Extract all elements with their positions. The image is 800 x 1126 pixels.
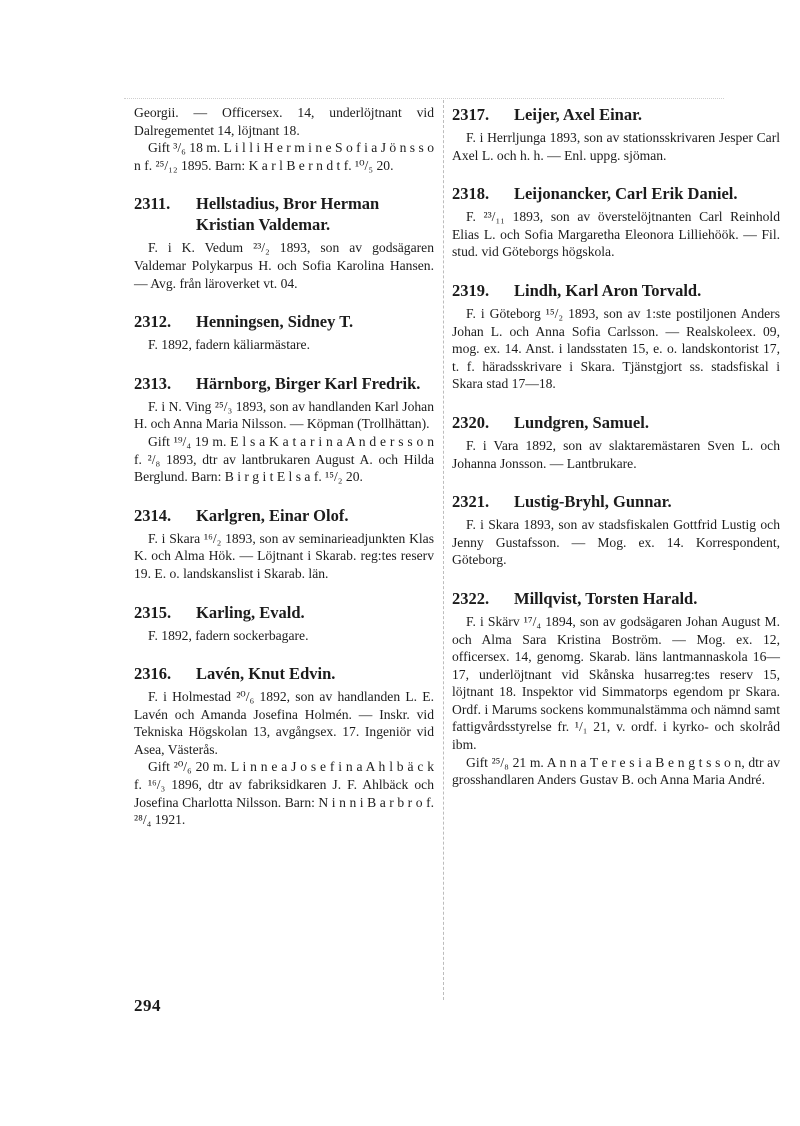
entry-number: 2322. [452, 588, 490, 608]
entry-name: Lundgren, Samuel. [514, 412, 649, 432]
entry-heading [134, 373, 434, 394]
entry-number: 2319. [452, 280, 490, 300]
register-entry [452, 588, 780, 789]
entry-paragraph: Gift ³/₆ 18 m. L i l l i H e r m i n e S o f i a J ö n s s o n f. ²⁵/₁₂ 1895. Barn: K a r l B e r n d t f. ¹⁰/₅ 20. [134, 140, 434, 173]
entry-heading [134, 193, 434, 235]
entry-heading [452, 491, 780, 512]
entry-name: Lustig-Bryhl, Gunnar. [514, 492, 672, 512]
entry-heading [452, 104, 780, 125]
entry-number: 2318. [452, 184, 490, 204]
entry-paragraph: F. i Göteborg ¹⁵/₂ 1893, son av 1:ste postiljonen Anders Johan L. och Anna Sofia Carlsson. — Realskoleex. 09, mog. ex. 14. Anst. i landsstaten 15, e. o. landskontorist 17, t. f. häradsskrivare i Skara. Tjänstgjort ss. stadsfiskal i Skara stad 17—18. [452, 305, 780, 392]
entry-number: 2315. [134, 602, 172, 622]
register-entry [452, 412, 780, 472]
entry-heading [452, 588, 780, 609]
register-entry [452, 104, 780, 164]
entry-name: Millqvist, Torsten Harald. [514, 588, 698, 608]
entry-paragraph: F. i K. Vedum ²³/₂ 1893, son av godsägaren Valdemar Polykarpus H. och Sofia Karolina Hansen. — Avg. från läroverket vt. 04. [134, 240, 434, 291]
right-column [452, 104, 780, 808]
entry-paragraph: F. i Skara 1893, son av stadsfiskalen Gottfrid Lustig och Jenny Gustafsson. — Mog. ex. 14. Korrespondent, Göteborg. [452, 517, 780, 568]
entry-name: Karling, Evald. [196, 602, 305, 622]
entry-paragraph: Gift ²⁵/₈ 21 m. A n n a T e r e s i a B e n g t s s o n, dtr av grosshandlaren Anders Gustav B. och Anna Maria André. [452, 754, 780, 788]
entry-name: Hellstadius, Bror Herman Kristian Valdemar. [196, 194, 380, 235]
entry-heading [134, 663, 434, 684]
entry-heading [134, 311, 434, 332]
entry-paragraph: F. ²³/₁₁ 1893, son av överstelöjtnanten Carl Reinhold Elias L. och Sofia Margaretha Eleonora Lilliehöök. — Fil. stud. vid Göteborgs högskola. [452, 209, 780, 260]
register-entry [134, 663, 434, 829]
entry-paragraph: F. i Holmestad ²⁰/₆ 1892, son av handlanden L. E. Lavén och Amanda Josefina Holmén. — Inskr. vid Tekniska Högskolan 13, avgångsex. 17. Ingeniör vid Asea, Västerås. [134, 689, 434, 757]
entry-number: 2317. [452, 105, 490, 124]
entry-paragraph: F. i N. Ving ²⁵/₃ 1893, son av handlanden Karl Johan H. och Anna Maria Nilsson. — Köpman (Trollhättan). [134, 398, 434, 432]
entry-heading [134, 602, 434, 623]
entry-heading [452, 280, 780, 301]
entry-name: Leijonancker, Carl Erik Daniel. [514, 184, 738, 204]
entry-number: 2311. [134, 194, 171, 214]
entry-name: Karlgren, Einar Olof. [196, 505, 349, 525]
register-entry [134, 505, 434, 583]
register-entry [452, 491, 780, 569]
entry-name: Lavén, Knut Edvin. [196, 664, 336, 684]
entry-paragraph: Georgii. — Officersex. 14, underlöjtnant vid Dalregementet 14, löjtnant 18. [134, 105, 434, 138]
entry-number: 2312. [134, 312, 172, 332]
register-entry [134, 311, 434, 354]
entry-paragraph: F. i Skara ¹⁶/₂ 1893, son av seminarieadjunkten Klas K. och Alma Hök. — Löjtnant i Skarab. reg:tes reserv 19. E. o. landskanslist i Skarab. län. [134, 530, 434, 581]
entry-heading [134, 505, 434, 526]
continuation-entry [134, 104, 434, 174]
entry-paragraph: F. 1892, fadern sockerbagare. [148, 627, 309, 643]
entry-paragraph: F. i Herrljunga 1893, son av stationsskrivaren Jesper Carl Axel L. och h. h. — Enl. uppg. sjöman. [452, 130, 780, 163]
page-number: 294 [134, 996, 161, 1015]
entry-paragraph: F. i Skärv ¹⁷/₄ 1894, son av godsägaren Johan August M. och Alma Sara Kristina Boström. — Mog. ex. 12, officersex. 14, genomg. Skarab. läns lantmannaskola 16—17, underlöjtnant vid Skånska husarreg:tes reserv 15, löjtnant 18. Inspektor vid Simmatorps egendom pr Skara. Ordf. i Marums sockens kommunalstämma och nämnd samt fattigvårdsstyrelse fr. ¹/₁ 21, v. ordf. i kyrko- och skolråd ibm. [452, 613, 780, 753]
entry-paragraph: F. 1892, fadern käliarmästare. [148, 337, 310, 353]
register-entry [452, 280, 780, 393]
register-entry [134, 373, 434, 486]
entry-name: Henningsen, Sidney T. [196, 312, 354, 332]
entry-number: 2314. [134, 505, 172, 525]
top-rule [124, 98, 724, 99]
register-entry [134, 602, 434, 645]
column-divider [443, 100, 444, 1000]
entry-paragraph: F. i Vara 1892, son av slaktaremästaren Sven L. och Johanna Jonsson. — Lantbrukare. [452, 437, 780, 471]
left-column [134, 104, 434, 848]
entry-name: Härnborg, Birger Karl Fredrik. [196, 373, 421, 393]
entry-number: 2320. [452, 412, 490, 432]
entry-heading [452, 183, 780, 204]
entry-paragraph: Gift ²⁰/₆ 20 m. L i n n e a J o s e f i n a A h l b ä c k f. ¹⁶/₃ 1896, dtr av fabriksidkaren J. F. Ahlbäck och Josefina Charlotta Nilsson. Barn: N i n n i B a r b r o f. ²⁸/₄ 1921. [134, 759, 434, 828]
register-entry [452, 183, 780, 261]
entry-number: 2316. [134, 664, 172, 684]
entry-number: 2313. [134, 373, 172, 393]
entry-number: 2321. [452, 492, 490, 512]
entry-paragraph: Gift ¹⁹/₄ 19 m. E l s a K a t a r i n a A n d e r s s o n f. ²/₈ 1893, dtr av lantbrukaren August A. och Hilda Berglund. Barn: B i r g i t E l s a f. ¹⁵/₂ 20. [134, 433, 434, 485]
register-entry [134, 193, 434, 292]
entry-name: Lindh, Karl Aron Torvald. [514, 280, 702, 300]
entry-heading [452, 412, 780, 433]
entry-name: Leijer, Axel Einar. [514, 105, 643, 124]
